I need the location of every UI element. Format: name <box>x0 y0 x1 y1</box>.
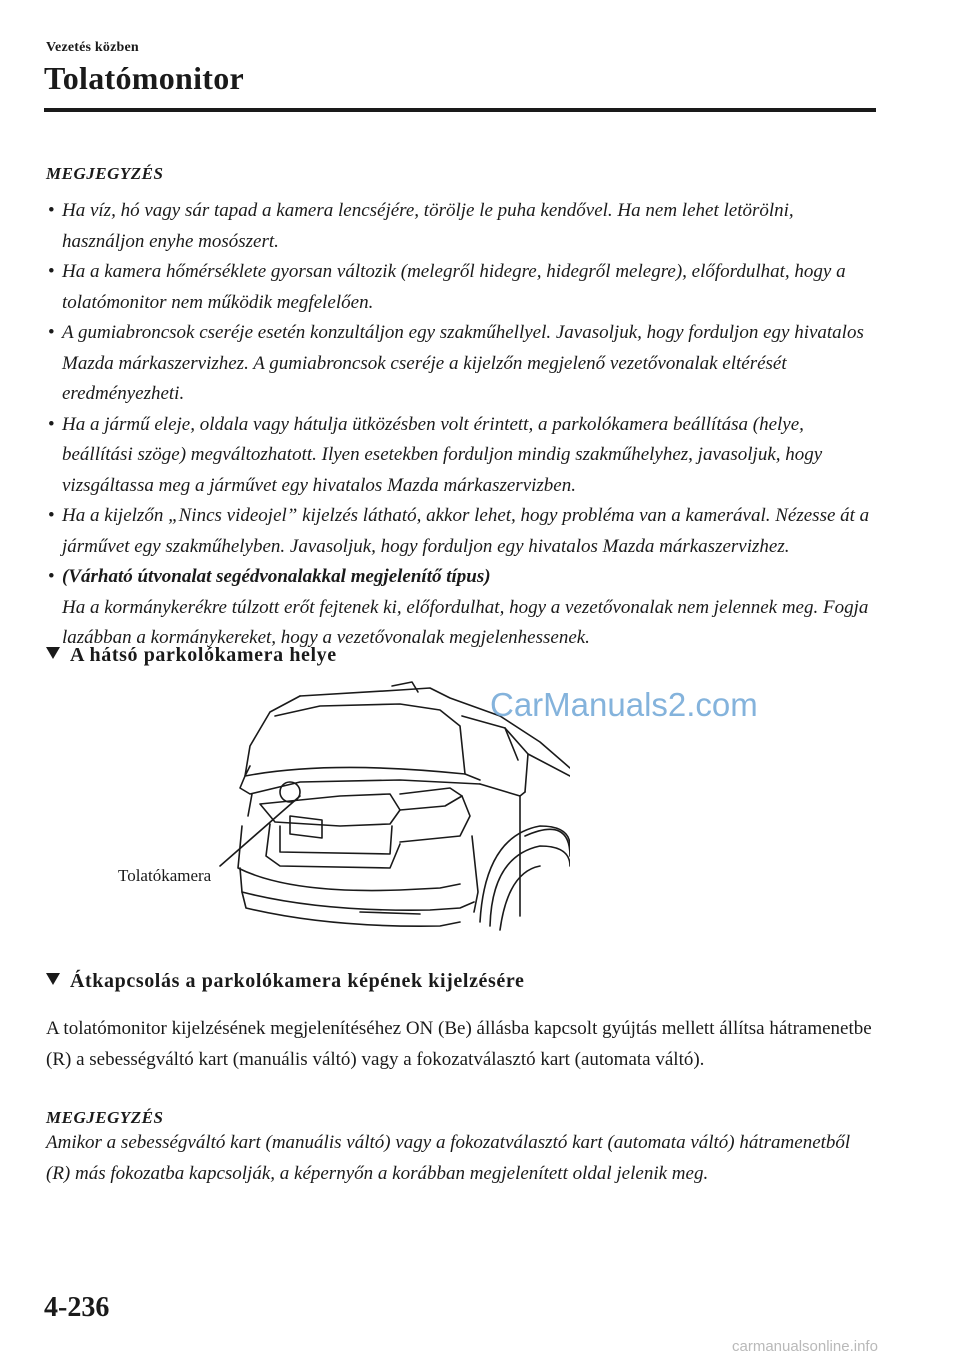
note-item-text: Ha a kamera hőmérséklete gyorsan változik (melegről hidegre, hidegről melegre), előfordulhat, hogy a tolatómonitor nem működik megfelelően. <box>62 261 846 313</box>
note-item-text: Ha a kormánykerékre túlzott erőt fejtenek ki, előfordulhat, hogy a vezetővonalak nem jelennek meg. Fogja lazábban a kormánykereket, hogy a vezetővonalak megjelenhessenek. <box>62 596 869 648</box>
section-label: Vezetés közben <box>46 40 139 55</box>
list-item <box>46 318 876 410</box>
figure-label-camera: Tolatókamera <box>118 866 212 885</box>
note-heading: MEGJEGYZÉS <box>46 1108 164 1127</box>
section-heading-text: A hátsó parkolókamera helye <box>70 644 337 666</box>
section-heading-text: Átkapcsolás a parkolókamera képének kijelzésére <box>70 970 525 992</box>
note-item-text: Ha víz, hó vagy sár tapad a kamera lencséjére, törölje le puha kendővel. Ha nem lehet letörölni, használjon enyhe mosószert. <box>62 200 794 252</box>
note-paragraph: Amikor a sebességváltó kart (manuális váltó) vagy a fokozatválasztó kart (automata váltó) hátramenetből (R) más fokozatba kapcsolják, a képernyőn a korábban megjelenített oldal jelenik meg. <box>46 1132 851 1184</box>
note-list <box>46 196 876 654</box>
triangle-down-icon <box>46 973 60 985</box>
bullet-icon: • <box>48 322 55 343</box>
bullet-icon: • <box>48 200 55 221</box>
body-paragraph: A tolatómonitor kijelzésének megjelenítéséhez ON (Be) állásba kapcsolt gyújtás mellett állítsa hátramenetbe (R) a sebességváltó kart (manuális váltó) vagy a fokozatválasztó kart (automata váltó). <box>46 1018 872 1070</box>
list-item <box>46 501 876 562</box>
note-item-text: A gumiabroncsok cseréje esetén konzultáljon egy szakműhellyel. Javasoljuk, hogy forduljon egy hivatalos Mazda márkaszervizhez. A gumiabroncsok cseréje a kijelzőn megjelenő vezetővonalak eltérését eredményezheti. <box>62 322 864 404</box>
watermark: CarManuals2.com <box>490 686 758 723</box>
list-item <box>46 410 876 502</box>
bullet-icon: • <box>48 566 55 587</box>
section-heading-camera-location <box>46 644 337 667</box>
bullet-icon: • <box>48 261 55 282</box>
note-heading: MEGJEGYZÉS <box>46 164 164 183</box>
bullet-icon: • <box>48 505 55 526</box>
list-item <box>46 562 876 654</box>
footer-brand: carmanualsonline.info <box>732 1338 878 1355</box>
title-rule <box>44 108 876 112</box>
note-item-text: Ha a jármű eleje, oldala vagy hátulja ütközésben volt érintett, a parkolókamera beállítása (helye, beállítási szöge) megváltozhatott. Ilyen esetekben forduljon mindig szakműhelyhez, javasoljuk, hogy vizsgáltassa meg a járművet egy hivatalos Mazda márkaszervizben. <box>62 413 823 496</box>
bullet-icon: • <box>48 413 55 435</box>
list-item <box>46 196 876 257</box>
page-title: Tolatómonitor <box>44 60 245 96</box>
section-heading-switching <box>46 970 524 993</box>
triangle-down-icon <box>46 647 60 659</box>
list-item <box>46 257 876 318</box>
note-item-text: Ha a kijelzőn „Nincs videojel” kijelzés látható, akkor lehet, hogy probléma van a kamerával. Nézesse át a járművet egy szakműhelyben. Javasoljuk, hogy forduljon egy hivatalos Mazda márkaszervizhez. <box>62 505 870 557</box>
note-item-lead: (Várható útvonalat segédvonalakkal megjelenítő típus) <box>62 566 491 587</box>
page-number: 4-236 <box>44 1292 110 1323</box>
